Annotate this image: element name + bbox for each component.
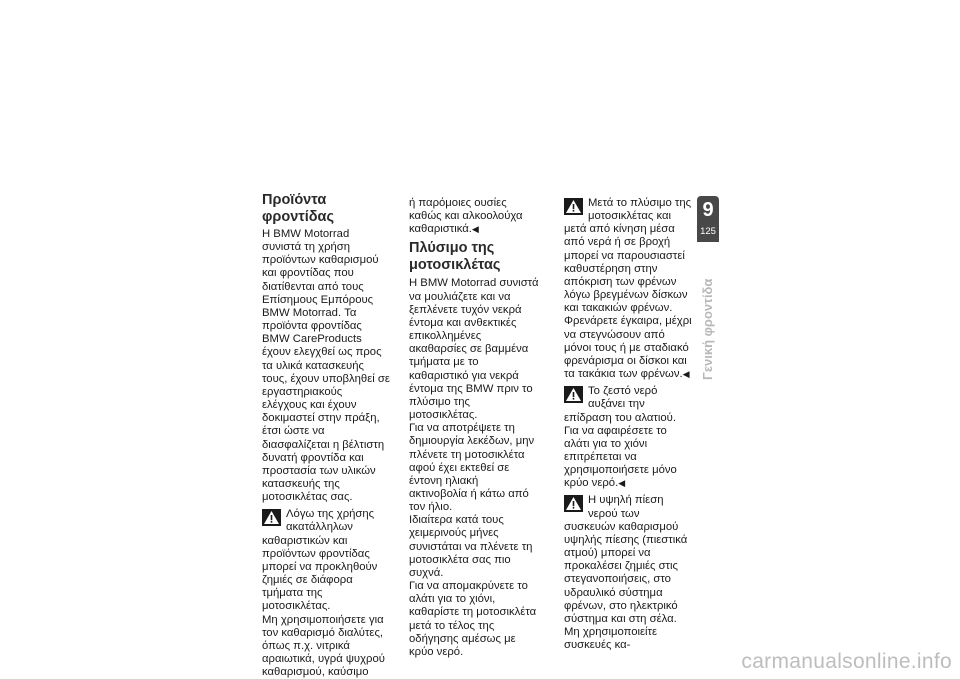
chapter-title: Γενική φροντίδα xyxy=(700,278,715,380)
continuation-text: ή παρόμοιες ουσίες καθώς και αλκοολούχα καθαριστικά. xyxy=(409,197,523,236)
column-3 xyxy=(564,197,694,652)
column-2 xyxy=(409,197,539,659)
warning-triangle-icon xyxy=(564,386,583,403)
paragraph-high-pressure: Μη χρησιμοποιείτε συσκευές κα- xyxy=(564,626,658,652)
warning-text: Μετά το πλύσιμο της μοτοσικλέτας και μετά από κίνηση μέσα από νερά ή σε βροχή μπορεί να παρουσιαστεί καθυστέρηση στην απόκριση των φρένων λόγω βρεγμένων δίσκων και τακακιών φρένων. xyxy=(564,197,692,315)
warning-block xyxy=(262,508,390,613)
paragraph-solvents: Μη χρησιμοποιήσετε για τον καθαρισμό διαλύτες, όπως π.χ. νιτρικά αραιωτικά, υγρά ψυχρού καθαρισμού, καύσιμο xyxy=(262,613,385,679)
paragraph-brake xyxy=(564,315,694,381)
warning-block xyxy=(564,197,694,315)
warning-text: Λόγω της χρήσης ακατάλληλων καθαριστικών και προϊόντων φροντίδας μπορεί να προκληθούν ζημιές σε διάφορα τμήματα της μοτοσικλέτας. xyxy=(262,508,378,613)
paragraph-continuation xyxy=(409,197,539,236)
heading-care-products: Προϊόντα φροντίδας xyxy=(262,192,335,225)
column-1 xyxy=(262,192,390,679)
section-number: 9 xyxy=(702,199,714,221)
paragraph-washing-intro: Η BMW Motorrad συνιστά να μουλιάζετε και να ξεπλένετε τυχόν νεκρά έντομα και ανθεκτικές επικολλημένες ακαθαρσίες σε βαμμένα τμήματα με το καθαριστικό για νεκρά έντομα της BMW πριν το πλύσιμο της μοτοσικλέτας. xyxy=(409,277,539,422)
paragraph-cold-water xyxy=(564,425,694,491)
paragraph-care-intro: Η BMW Motorrad συνιστά τη χρήση προϊόντων καθαρισμού και φροντίδας που διατίθενται από τους Επίσημους Εμπόρους BMW Motorrad. Τα προϊόντα φροντίδας BMW CareProducts έχουν ελεγχθεί ως προς τα υλικά κατασκευής τους, έχουν υποβληθεί σε εργαστηριακούς ελέγχους και έχουν δοκιμαστεί στην πράξη, έτσι ώστε να διασφαλίζεται η βέλτιστη δυνατή φροντίδα και προστασία των υλικών κατασκευής της μοτοσικλέτας σας. xyxy=(262,228,390,504)
warning-triangle-icon xyxy=(564,198,583,215)
cold-water-text: Για να αφαιρέσετε το αλάτι για το χιόνι επιτρέπεται να χρησιμοποιήσετε μόνο κρύο νερό. xyxy=(564,424,677,490)
end-mark: ◀ xyxy=(618,478,626,489)
paragraph-winter: Ιδιαίτερα κατά τους χειμερινούς μήνες συνιστάται να πλένετε τη μοτοσικλέτα σας πιο συχνά. xyxy=(409,514,533,579)
warning-text: Η υψηλή πίεση νερού των συσκευών καθαρισμού υψηλής πίεσης (πιεστικά ατμού) μπορεί να προκαλέσει ζημιές στις στεγανοποιήσεις, στο υδραυλικό σύστημα φρένων, στο ηλεκτρικό σύστημα και στη σέλα. xyxy=(564,494,688,625)
warning-block xyxy=(564,494,694,626)
paragraph-stains: Για να αποτρέψετε τη δημιουργία λεκέδων, μην πλένετε τη μοτοσικλέτα αφού έχει εκτεθεί σε έντονη ηλιακή ακτινοβολία ή κάτω από τον ήλιο. xyxy=(409,422,535,514)
end-mark: ◀ xyxy=(471,224,479,235)
warning-text: Το ζεστό νερό αυξάνει την επίδραση του αλατιού. xyxy=(564,385,676,424)
warning-triangle-icon xyxy=(262,509,281,526)
paragraph-salt: Για να απομακρύνετε το αλάτι για το χιόνι, καθαρίστε τη μοτοσικλέτα μετά το τέλος της οδήγησης αμέσως με κρύο νερό. xyxy=(409,580,537,658)
page-number: 125 xyxy=(700,226,716,237)
heading-washing: Πλύσιμο της μοτοσικλέτας xyxy=(409,240,501,273)
watermark: carmanualsonline.info xyxy=(741,650,952,673)
warning-block xyxy=(564,385,694,424)
brake-text: Φρενάρετε έγκαιρα, μέχρι να στεγνώσουν από μόνοι τους ή με σταδιακό φρενάρισμα οι δίσκοι και τα τακάκια των φρένων. xyxy=(564,315,692,381)
warning-triangle-icon xyxy=(564,495,583,512)
section-tab xyxy=(697,196,719,242)
end-mark: ◀ xyxy=(682,369,690,380)
